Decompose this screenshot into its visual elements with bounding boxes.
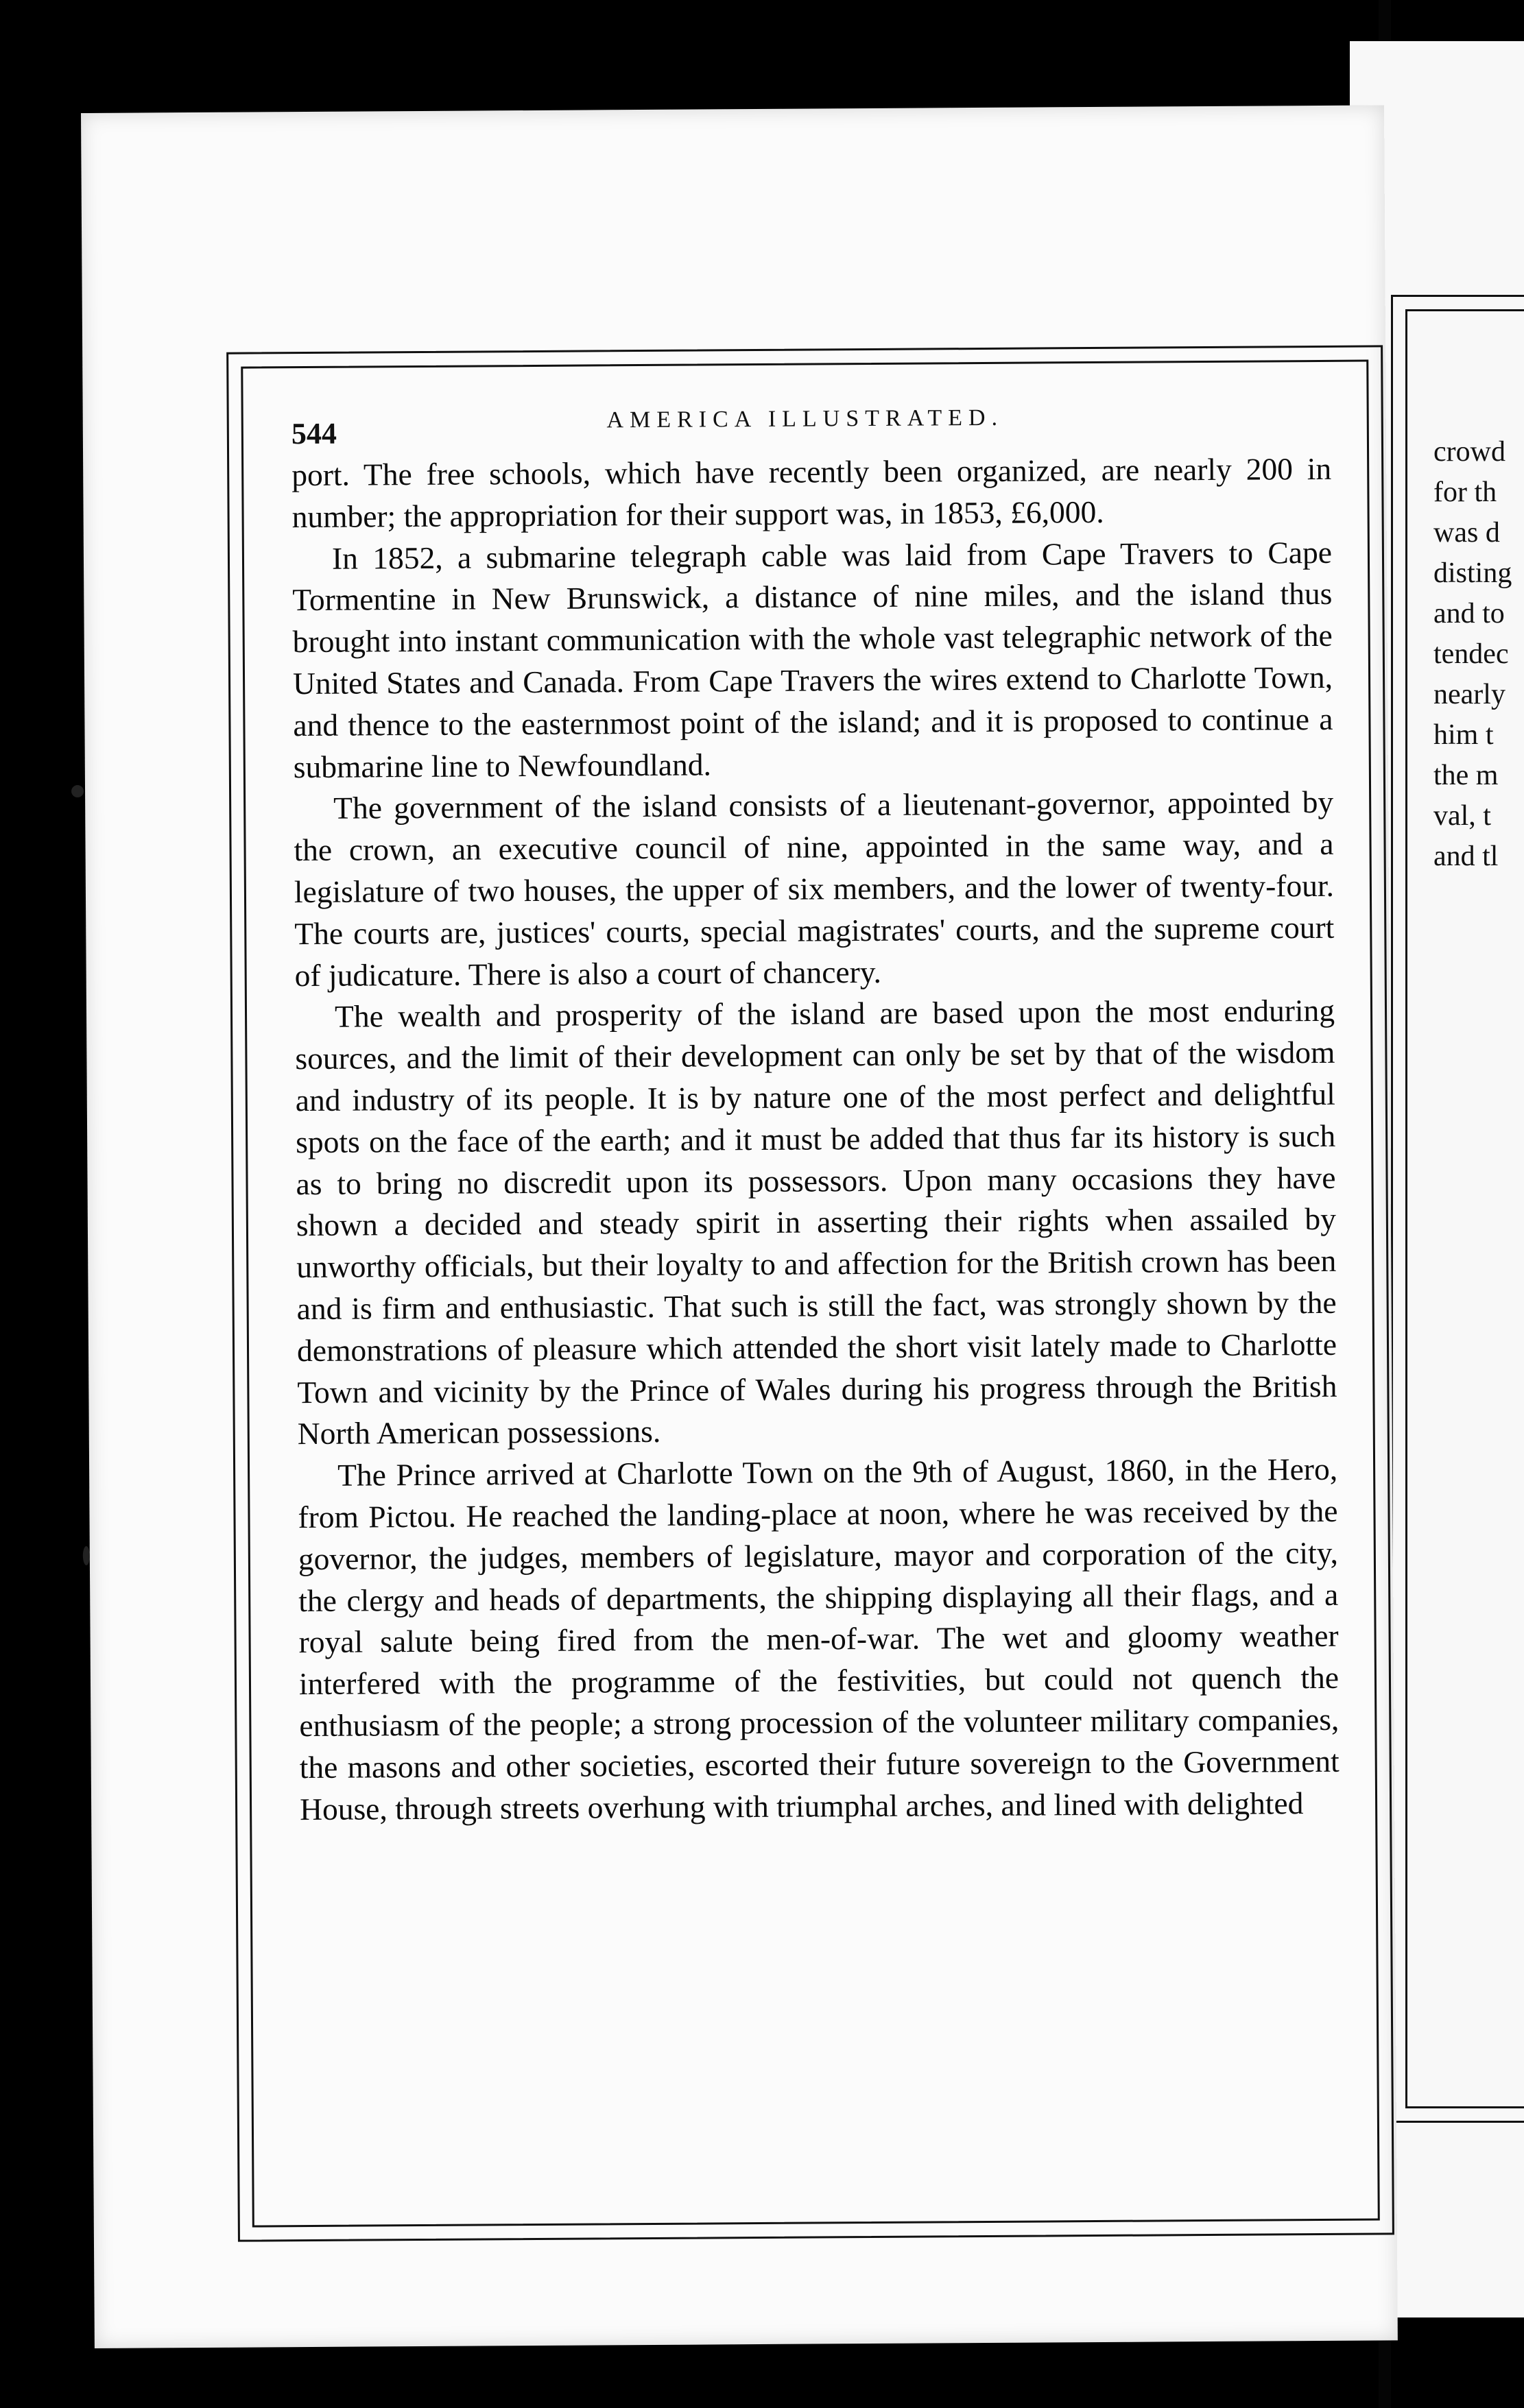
running-head: AMERICA ILLUSTRATED. — [606, 405, 1004, 433]
facing-line: and to — [1433, 598, 1505, 629]
facing-line: and tl — [1433, 841, 1499, 872]
paragraph-continued: port. The free schools, which have recently been organized, are nearly 200 in number; the appropriation for their support was, in 1853, £6,000. — [291, 450, 1332, 534]
page-header — [291, 403, 1319, 450]
paragraph-prince-arrival: The Prince arrived at Charlotte Town on the 9th of August, 1860, in the Hero, from Pictou. He reached the landing-place at noon, where he was received by the governor, the judges, members of legislature, mayor and corporation of the city, the clergy and heads of departments, the shipping displaying all their flags, and a royal salute being fired from the men-of-war. The wet and gloomy weather interfered with the programme of the festivities, but could not quench the enthusiasm of the people; a strong procession of the volunteer military companies, the masons and other societies, escorted their future sovereign to the Government House, through streets overhung with triumphal arches, and lined with delighted — [298, 1451, 1340, 1827]
paragraph-government: The government of the island consists of a lieutenant-governor, appointed by the crown, an executive council of nine, appointed in the same way, and a legislature of two houses, the upper of six members, and the lower of twenty-four. The courts are, justices' courts, special magistrates' courts, and the supreme court of judicature. There is also a court of chancery. — [294, 784, 1335, 993]
page-border-outer — [226, 345, 1394, 2241]
paragraph-wealth: The wealth and prosperity of the island are based upon the most enduring sources, and the limit of their development can only be set by that of the wisdom and industry of its people. It is by nature one of the most perfect and delightful spots on the face of the earth; and it must be added that thus far its history is such as to bring no discredit upon its possessors. Upon many occasions they have shown a decided and steady spirit in asserting their rights when assailed by unworthy officials, but their loyalty to and affection for the British crown has been and is firm and enthusiastic. That such is still the fact, was strongly shown by the demonstrations of pleasure which attended the short visit lately made to Charlotte Town and vicinity by the Prince of Wales during his progress through the British North American possessions. — [295, 993, 1337, 1452]
facing-line: him t — [1433, 719, 1494, 751]
facing-line: crowd — [1433, 436, 1505, 468]
paragraph-telegraph: In 1852, a submarine telegraph cable was laid from Cape Travers to Cape Tormentine in New Brunswick, a distance of nine miles, and the island thus brought into instant communication with the whole vast telegraphic network of the United States and Canada. From Cape Travers the wires extend to Charlotte Town, and thence to the easternmost point of the island; and it is proposed to continue a submarine line to Newfoundland. — [292, 534, 1333, 784]
facing-line: disting — [1433, 557, 1512, 589]
facing-line: val, t — [1433, 800, 1491, 832]
book-page — [81, 105, 1398, 2348]
ink-speck — [71, 785, 84, 797]
facing-line: for th — [1433, 477, 1497, 508]
facing-line: nearly — [1433, 679, 1505, 710]
page-number: 544 — [291, 416, 337, 451]
body-text — [291, 448, 1340, 1831]
facing-page-text — [1433, 432, 1512, 877]
facing-line: the m — [1433, 760, 1499, 791]
page-border-inner — [241, 360, 1380, 2228]
facing-line: tendec — [1433, 638, 1509, 670]
facing-line: was d — [1433, 517, 1500, 549]
ink-speck — [83, 1546, 90, 1565]
